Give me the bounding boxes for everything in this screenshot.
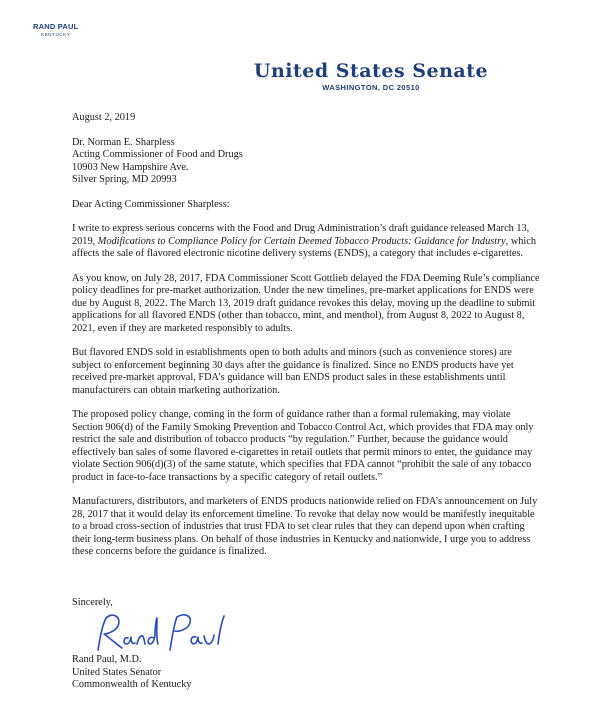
- signer-office: Commonwealth of Kentucky: [72, 679, 192, 690]
- closing: Sincerely,: [72, 597, 113, 608]
- letter-body: [72, 112, 542, 571]
- sender-name: RAND PAUL: [33, 22, 79, 31]
- guidance-title: Modifications to Compliance Policy for Certain Deemed Tobacco Products: Guidance for Industry: [97, 235, 506, 247]
- letterhead-title: United States Senate: [253, 60, 489, 82]
- recipient-city: Silver Spring, MD 20993: [72, 174, 177, 185]
- sender-state: KENTUCKY: [41, 32, 71, 37]
- paragraph-3: But flavored ENDS sold in establishments open to both adults and minors (such as convenience stores) are subject to enforcement beginning 30 days after the guidance is finalized. Since no ENDS products have yet received pre-market approval, FDA’s guidance will ban ENDS product sales in these establishments until manufacturers can obtain marketing authorization.: [72, 347, 514, 396]
- signer-name: Rand Paul, M.D.: [72, 654, 142, 665]
- signature-image: [88, 610, 238, 656]
- paragraph-1-text-b: , which affects the sale of flavored electronic nicotine delivery systems (ENDS), a category that includes e-cigarettes.: [72, 235, 536, 259]
- recipient-title: Acting Commissioner of Food and Drugs: [72, 149, 243, 160]
- salutation: Dear Acting Commissioner Sharpless:: [72, 198, 230, 210]
- handwritten-signature: [88, 610, 238, 656]
- paragraph-1-text-a: I write to express serious concerns with the Food and Drug Administration’s draft guidance released March 13, 2019,: [72, 223, 530, 247]
- paragraph-1: [72, 223, 542, 261]
- recipient-address: [72, 137, 542, 187]
- letterhead: [0, 60, 600, 92]
- signature-block: [72, 654, 192, 692]
- signer-title: United States Senator: [72, 666, 162, 678]
- recipient-street: 10903 New Hampshire Ave.: [72, 161, 189, 173]
- paragraph-2: As you know, on July 28, 2017, FDA Commissioner Scott Gottlieb delayed the FDA Deeming Rule’s compliance policy deadlines for pre-market authorization. Under the new timelines, pre-market applications for ENDS were due by August 8, 2022. The March 13, 2019 draft guidance revokes this delay, moving up the deadline to submit applications for all flavored ENDS (other than tobacco, mint, and menthol), from August 8, 2022 to August 8, 2021, even if they are marketed responsibly to adults.: [72, 272, 540, 334]
- recipient-name: Dr. Norman E. Sharpless: [72, 136, 175, 148]
- paragraph-4: The proposed policy change, coming in the form of guidance rather than a formal rulemaking, may violate Section 906(d) of the Family Smoking Prevention and Tobacco Control Act, which provides that FDA may only restrict the sale and distribution of tobacco products “by regulation.” Further, because the guidance would effectively ban sales of some flavored e-cigarettes in retail outlets that permit minors to enter, the guidance may violate Section 906(d)(3) of the same statute, which specifies that FDA cannot “prohibit the sale of any tobacco product in face-to-face transactions by a specific category of retail outlets.”: [72, 409, 534, 483]
- letter-date: August 2, 2019: [72, 112, 136, 123]
- paragraph-5: Manufacturers, distributors, and marketers of ENDS products nationwide relied on FDA’s announcement on July 28, 2017 that it would delay its enforcement timeline. To revoke that delay now would be manifestly inequitable to a broad cross-section of industries that trust FDA to set clear rules that they can depend upon when crafting their long-term business plans. On behalf of those industries in Kentucky and nationwide, I urge you to address these concerns before the guidance is finalized.: [72, 496, 538, 557]
- letterhead-city: WASHINGTON, DC 20510: [322, 83, 420, 92]
- sender-block: [33, 22, 78, 37]
